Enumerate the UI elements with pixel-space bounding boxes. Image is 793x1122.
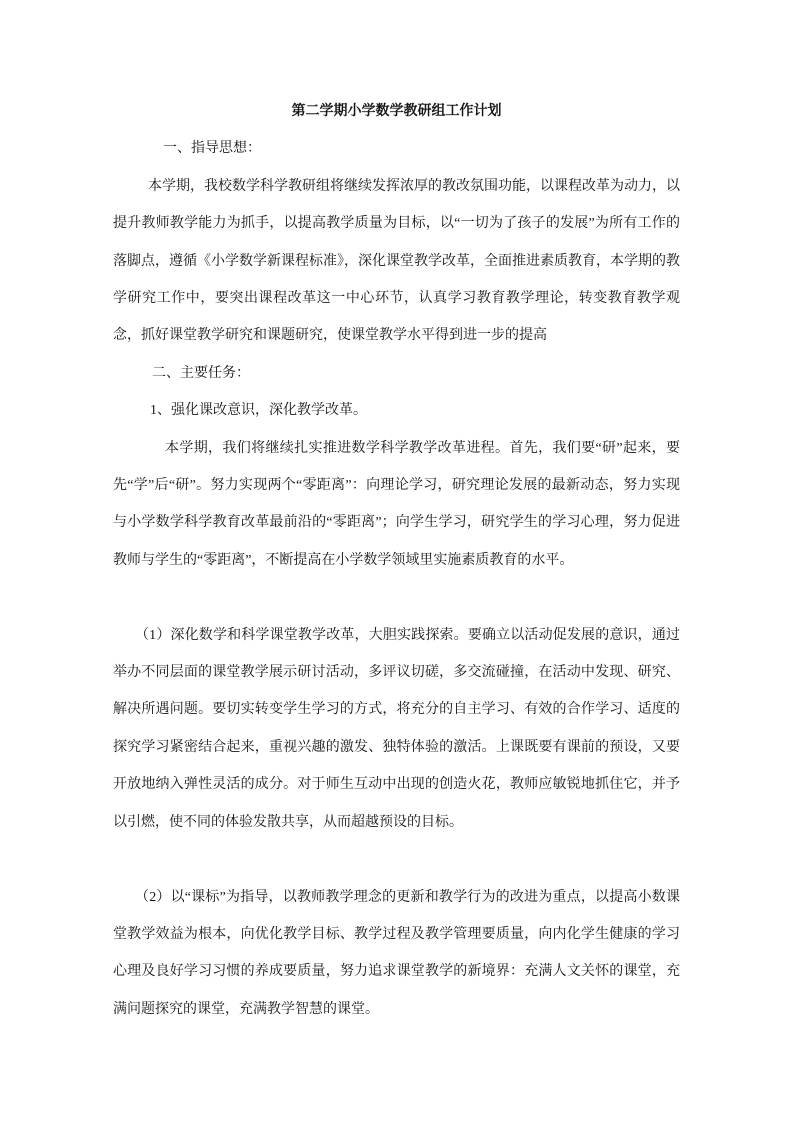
item-heading-strengthen-reform: 1、强化课改意识，深化教学改革。 <box>150 403 367 419</box>
section-heading-main-tasks: 二、主要任务： <box>152 365 250 381</box>
paragraph-subitem-2: （2）以“课标”为指导，以教师教学理念的更新和教学行为的改进为重点，以提高小数课堂教学效益为根本，向优化教学目标、教学过程及教学管理要质量，向内化学生健康的学习心理及良好学习习惯的养成要质量，努力追求课堂教学的新境界：充满人文关怀的课堂，充满问题探究的课堂，充满教学智慧的课堂。 <box>113 889 680 1017</box>
document-title: 第二学期小学数学教研组工作计划 <box>291 104 502 119</box>
paragraph-guiding-ideology: 本学期，我校数学科学教研组将继续发挥浓厚的教改氛围功能，以课程改革为动力，以提升教师教学能力为抓手，以提高教学质量为目标，以“一切为了孩子的发展”为所有工作的落脚点，遵循《小学数学新课程标准》，深化课堂教学改革，全面推进素质教育，本学期的教学研究工作中，要突出课程改革这一中心环节，认真学习教育教学理论，转变教育教学观念，抓好课堂教学研究和课题研究，使课堂教学水平得到进一步的提高 <box>113 178 680 344</box>
paragraph-subitem-1: （1）深化数学和科学课堂教学改革，大胆实践探索。要确立以活动促发展的意识，通过举办不同层面的课堂教学展示研讨活动，多评议切磋，多交流碰撞，在活动中发现、研究、解决所遇问题。要切实转变学生学习的方式，将充分的自主学习、有效的合作学习、适度的探究学习紧密结合起来，重视兴趣的激发、独特体验的激活。上课既要有课前的预设，又要开放地纳入弹性灵活的成分。对于师生互动中出现的创造火花，教师应敏锐地抓住它，并予以引燃，使不同的体验发散共享，从而超越预设的目标。 <box>113 627 680 830</box>
paragraph-zero-distance: 本学期，我们将继续扎实推进数学科学教学改革进程。首先，我们要“研”起来，要先“学”后“研”。努力实现两个“零距离”：向理论学习，研究理论发展的最新动态，努力实现与小学数学科学教育改革最前沿的“零距离”；向学生学习，研究学生的学习心理，努力促进教师与学生的“零距离”，不断提高在小学数学领域里实施素质教育的水平。 <box>113 440 680 568</box>
section-heading-guiding-ideology: 一、指导思想： <box>163 141 261 157</box>
